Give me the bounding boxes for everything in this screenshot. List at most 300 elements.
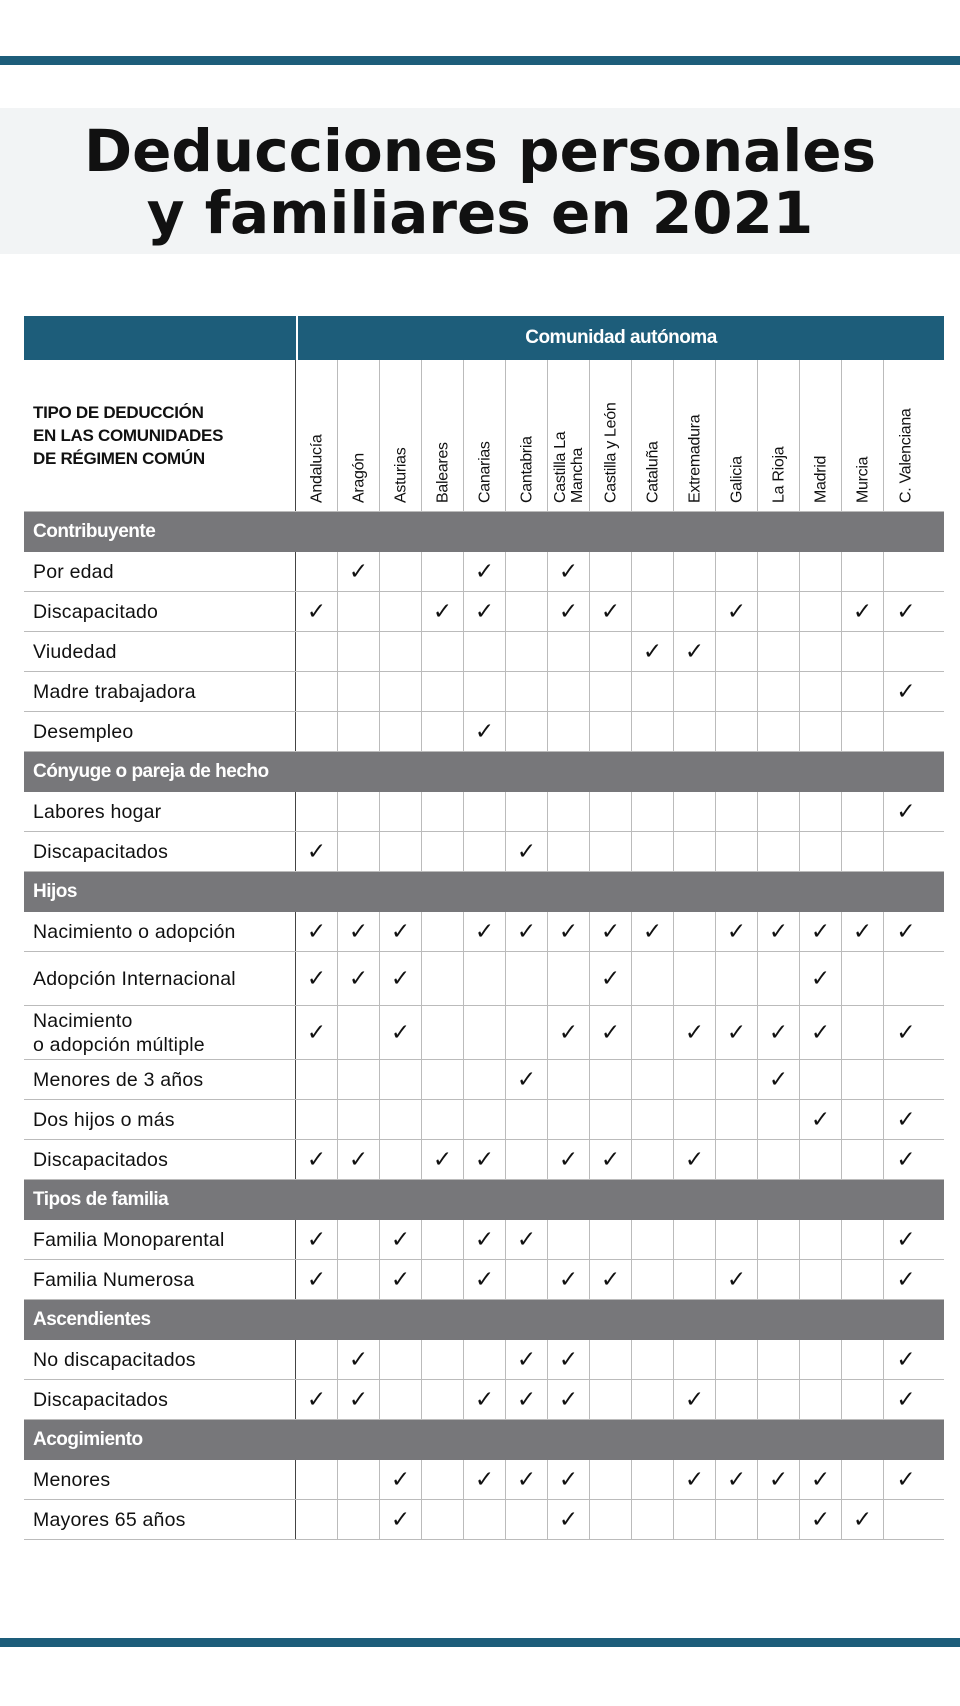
empty-cell bbox=[338, 792, 380, 831]
empty-cell bbox=[884, 1500, 928, 1539]
empty-cell bbox=[506, 1100, 548, 1139]
table-row bbox=[24, 1220, 944, 1260]
empty-cell bbox=[758, 792, 800, 831]
empty-cell bbox=[380, 1340, 422, 1379]
empty-cell bbox=[296, 1460, 338, 1499]
check-icon: ✓ bbox=[758, 1006, 800, 1059]
region-header bbox=[758, 360, 800, 511]
empty-cell bbox=[800, 592, 842, 631]
check-icon: ✓ bbox=[674, 1380, 716, 1419]
region-header bbox=[548, 360, 590, 511]
check-icon: ✓ bbox=[338, 952, 380, 1005]
empty-cell bbox=[716, 1220, 758, 1259]
empty-cell bbox=[548, 712, 590, 751]
check-icon: ✓ bbox=[338, 912, 380, 951]
check-icon: ✓ bbox=[296, 1220, 338, 1259]
empty-cell bbox=[758, 832, 800, 871]
row-label: Desempleo bbox=[24, 712, 296, 751]
empty-cell bbox=[296, 1100, 338, 1139]
check-icon: ✓ bbox=[896, 1466, 916, 1493]
empty-cell bbox=[338, 672, 380, 711]
section-header: Contribuyente bbox=[24, 512, 944, 552]
check-icon: ✓ bbox=[896, 1019, 916, 1046]
empty-cell bbox=[338, 632, 380, 671]
deduction-type-header-text: TIPO DE DEDUCCIÓN EN LAS COMUNIDADES DE RÉGIMEN COMÚN bbox=[33, 403, 224, 468]
empty-cell bbox=[506, 1140, 548, 1179]
table-row bbox=[24, 1140, 944, 1180]
empty-cell bbox=[548, 792, 590, 831]
row-label: Nacimiento o adopción bbox=[24, 912, 296, 951]
empty-cell bbox=[842, 552, 884, 591]
empty-cell bbox=[296, 1340, 338, 1379]
page-title bbox=[0, 117, 960, 247]
header-band-left bbox=[24, 316, 296, 360]
check-icon: ✓ bbox=[896, 1146, 916, 1173]
section-header: Hijos bbox=[24, 872, 944, 912]
check-icon: ✓ bbox=[506, 1380, 548, 1419]
empty-cell bbox=[716, 712, 758, 751]
row-label: Mayores 65 años bbox=[24, 1500, 296, 1539]
empty-cell bbox=[338, 1100, 380, 1139]
check-icon: ✓ bbox=[380, 1500, 422, 1539]
table-body bbox=[24, 512, 944, 1540]
empty-cell bbox=[380, 632, 422, 671]
row-label: Viudedad bbox=[24, 632, 296, 671]
check-icon: ✓ bbox=[506, 1340, 548, 1379]
empty-cell bbox=[884, 552, 928, 591]
empty-cell bbox=[800, 672, 842, 711]
empty-cell bbox=[842, 1100, 884, 1139]
deduction-type-header bbox=[24, 360, 296, 511]
check-icon: ✓ bbox=[464, 1380, 506, 1419]
empty-cell bbox=[758, 552, 800, 591]
empty-cell bbox=[422, 1006, 464, 1059]
check-icon: ✓ bbox=[896, 918, 916, 945]
region-header bbox=[380, 360, 422, 511]
table-row bbox=[24, 1060, 944, 1100]
empty-cell bbox=[842, 672, 884, 711]
region-label: Cantabria bbox=[518, 436, 535, 503]
empty-cell bbox=[842, 1340, 884, 1379]
check-icon: ✓ bbox=[380, 1460, 422, 1499]
region-header bbox=[338, 360, 380, 511]
section-header: Cónyuge o pareja de hecho bbox=[24, 752, 944, 792]
empty-cell bbox=[674, 912, 716, 951]
check-icon: ✓ bbox=[632, 632, 674, 671]
empty-cell bbox=[716, 1340, 758, 1379]
check-icon: ✓ bbox=[380, 1006, 422, 1059]
region-header bbox=[422, 360, 464, 511]
empty-cell bbox=[506, 632, 548, 671]
empty-cell bbox=[842, 632, 884, 671]
check-icon: ✓ bbox=[896, 678, 916, 705]
empty-cell bbox=[842, 952, 884, 1005]
table-row bbox=[24, 912, 944, 952]
check-icon: ✓ bbox=[548, 592, 590, 631]
region-label: Murcia bbox=[854, 456, 871, 503]
check-icon: ✓ bbox=[296, 1380, 338, 1419]
empty-cell bbox=[674, 672, 716, 711]
check-icon: ✓ bbox=[296, 832, 338, 871]
empty-cell bbox=[716, 632, 758, 671]
region-label: Asturias bbox=[392, 447, 409, 503]
empty-cell bbox=[800, 1380, 842, 1419]
empty-cell bbox=[800, 632, 842, 671]
empty-cell bbox=[506, 1260, 548, 1299]
empty-cell bbox=[884, 712, 928, 751]
empty-cell bbox=[674, 712, 716, 751]
row-label: Madre trabajadora bbox=[24, 672, 296, 711]
table-row bbox=[24, 1006, 944, 1060]
empty-cell bbox=[632, 832, 674, 871]
empty-cell bbox=[716, 1060, 758, 1099]
row-label: Discapacitado bbox=[24, 592, 296, 631]
empty-cell bbox=[590, 1380, 632, 1419]
empty-cell bbox=[590, 672, 632, 711]
empty-cell bbox=[758, 1340, 800, 1379]
check-icon: ✓ bbox=[716, 1006, 758, 1059]
empty-cell bbox=[674, 592, 716, 631]
empty-cell bbox=[296, 552, 338, 591]
check-icon: ✓ bbox=[464, 1220, 506, 1259]
empty-cell bbox=[422, 1060, 464, 1099]
empty-cell bbox=[590, 1340, 632, 1379]
empty-cell bbox=[842, 792, 884, 831]
check-icon: ✓ bbox=[296, 1260, 338, 1299]
empty-cell bbox=[632, 1380, 674, 1419]
empty-cell bbox=[506, 1500, 548, 1539]
region-label: Aragón bbox=[350, 453, 367, 503]
empty-cell bbox=[422, 952, 464, 1005]
empty-cell bbox=[338, 1500, 380, 1539]
empty-cell bbox=[338, 592, 380, 631]
region-header bbox=[632, 360, 674, 511]
region-label: Castilla La Mancha bbox=[551, 431, 586, 503]
region-header bbox=[464, 360, 506, 511]
empty-cell bbox=[674, 1220, 716, 1259]
check-icon: ✓ bbox=[896, 1106, 916, 1133]
row-label: Menores bbox=[24, 1460, 296, 1499]
empty-cell bbox=[380, 592, 422, 631]
empty-cell bbox=[800, 1140, 842, 1179]
empty-cell bbox=[338, 1006, 380, 1059]
section-header: Ascendientes bbox=[24, 1300, 944, 1340]
check-icon: ✓ bbox=[464, 1260, 506, 1299]
check-icon: ✓ bbox=[800, 1006, 842, 1059]
region-group-header: Comunidad autónoma bbox=[298, 316, 944, 360]
empty-cell bbox=[296, 672, 338, 711]
deductions-table bbox=[24, 316, 944, 1540]
empty-cell bbox=[758, 952, 800, 1005]
empty-cell bbox=[632, 1060, 674, 1099]
empty-cell bbox=[464, 952, 506, 1005]
check-icon: ✓ bbox=[632, 912, 674, 951]
empty-cell bbox=[884, 952, 928, 1005]
check-icon: ✓ bbox=[896, 1346, 916, 1373]
table-row bbox=[24, 792, 944, 832]
empty-cell bbox=[380, 712, 422, 751]
empty-cell bbox=[716, 832, 758, 871]
empty-cell bbox=[590, 1220, 632, 1259]
empty-cell bbox=[464, 1500, 506, 1539]
check-icon: ✓ bbox=[548, 552, 590, 591]
check-icon: ✓ bbox=[842, 1500, 884, 1539]
empty-cell bbox=[758, 1220, 800, 1259]
check-icon: ✓ bbox=[506, 1060, 548, 1099]
empty-cell bbox=[758, 712, 800, 751]
empty-cell bbox=[338, 832, 380, 871]
empty-cell bbox=[422, 792, 464, 831]
check-icon: ✓ bbox=[380, 1220, 422, 1259]
check-icon: ✓ bbox=[548, 1380, 590, 1419]
empty-cell bbox=[884, 1060, 928, 1099]
section-header: Acogimiento bbox=[24, 1420, 944, 1460]
table-row bbox=[24, 952, 944, 1006]
empty-cell bbox=[674, 1060, 716, 1099]
empty-cell bbox=[800, 792, 842, 831]
empty-cell bbox=[758, 672, 800, 711]
bottom-rule bbox=[0, 1638, 960, 1647]
empty-cell bbox=[674, 1260, 716, 1299]
empty-cell bbox=[464, 1100, 506, 1139]
empty-cell bbox=[380, 552, 422, 591]
empty-cell bbox=[548, 1060, 590, 1099]
check-icon: ✓ bbox=[716, 1260, 758, 1299]
empty-cell bbox=[506, 792, 548, 831]
empty-cell bbox=[842, 1380, 884, 1419]
empty-cell bbox=[548, 952, 590, 1005]
check-icon: ✓ bbox=[590, 952, 632, 1005]
empty-cell bbox=[716, 1500, 758, 1539]
empty-cell bbox=[464, 672, 506, 711]
table-row bbox=[24, 632, 944, 672]
check-icon: ✓ bbox=[338, 552, 380, 591]
check-icon: ✓ bbox=[716, 912, 758, 951]
empty-cell bbox=[422, 1220, 464, 1259]
empty-cell bbox=[422, 1380, 464, 1419]
empty-cell bbox=[590, 552, 632, 591]
empty-cell bbox=[422, 672, 464, 711]
empty-cell bbox=[842, 1140, 884, 1179]
table-row bbox=[24, 1340, 944, 1380]
row-label: Nacimiento o adopción múltiple bbox=[24, 1006, 296, 1059]
empty-cell bbox=[842, 1220, 884, 1259]
region-header bbox=[716, 360, 758, 511]
check-icon: ✓ bbox=[422, 1140, 464, 1179]
empty-cell bbox=[548, 672, 590, 711]
region-label: Canarias bbox=[476, 441, 493, 503]
section-header: Tipos de familia bbox=[24, 1180, 944, 1220]
empty-cell bbox=[506, 952, 548, 1005]
row-label: No discapacitados bbox=[24, 1340, 296, 1379]
region-header bbox=[800, 360, 842, 511]
row-label: Labores hogar bbox=[24, 792, 296, 831]
empty-cell bbox=[800, 832, 842, 871]
table-row bbox=[24, 1100, 944, 1140]
region-label: Extremadura bbox=[686, 414, 703, 503]
empty-cell bbox=[338, 1260, 380, 1299]
table-row bbox=[24, 832, 944, 872]
empty-cell bbox=[632, 1340, 674, 1379]
check-icon: ✓ bbox=[548, 1140, 590, 1179]
empty-cell bbox=[296, 792, 338, 831]
check-icon: ✓ bbox=[506, 832, 548, 871]
empty-cell bbox=[632, 712, 674, 751]
empty-cell bbox=[800, 1220, 842, 1259]
check-icon: ✓ bbox=[464, 1460, 506, 1499]
check-icon: ✓ bbox=[896, 1386, 916, 1413]
empty-cell bbox=[548, 832, 590, 871]
empty-cell bbox=[758, 592, 800, 631]
check-icon: ✓ bbox=[590, 1140, 632, 1179]
empty-cell bbox=[842, 832, 884, 871]
empty-cell bbox=[380, 832, 422, 871]
empty-cell bbox=[632, 952, 674, 1005]
empty-cell bbox=[506, 712, 548, 751]
empty-cell bbox=[632, 552, 674, 591]
empty-cell bbox=[464, 792, 506, 831]
check-icon: ✓ bbox=[548, 912, 590, 951]
check-icon: ✓ bbox=[716, 1460, 758, 1499]
region-label: Castilla y León bbox=[602, 402, 619, 503]
empty-cell bbox=[716, 1380, 758, 1419]
check-icon: ✓ bbox=[296, 1006, 338, 1059]
empty-cell bbox=[716, 672, 758, 711]
table-row bbox=[24, 1260, 944, 1300]
check-icon: ✓ bbox=[464, 712, 506, 751]
region-header bbox=[842, 360, 884, 511]
row-label: Adopción Internacional bbox=[24, 952, 296, 1005]
empty-cell bbox=[632, 1140, 674, 1179]
empty-cell bbox=[842, 712, 884, 751]
check-icon: ✓ bbox=[800, 912, 842, 951]
empty-cell bbox=[506, 672, 548, 711]
check-icon: ✓ bbox=[590, 592, 632, 631]
empty-cell bbox=[632, 1500, 674, 1539]
check-icon: ✓ bbox=[590, 1260, 632, 1299]
check-icon: ✓ bbox=[422, 592, 464, 631]
table-row bbox=[24, 592, 944, 632]
empty-cell bbox=[380, 1140, 422, 1179]
empty-cell bbox=[758, 1260, 800, 1299]
table-header-band bbox=[24, 316, 944, 360]
empty-cell bbox=[590, 1460, 632, 1499]
empty-cell bbox=[338, 1220, 380, 1259]
empty-cell bbox=[842, 1006, 884, 1059]
empty-cell bbox=[842, 1260, 884, 1299]
empty-cell bbox=[464, 632, 506, 671]
empty-cell bbox=[884, 832, 928, 871]
table-row bbox=[24, 1500, 944, 1540]
check-icon: ✓ bbox=[674, 632, 716, 671]
check-icon: ✓ bbox=[758, 912, 800, 951]
check-icon: ✓ bbox=[716, 592, 758, 631]
empty-cell bbox=[506, 1006, 548, 1059]
region-label: Cataluña bbox=[644, 441, 661, 503]
check-icon: ✓ bbox=[674, 1140, 716, 1179]
empty-cell bbox=[464, 832, 506, 871]
region-header bbox=[674, 360, 716, 511]
empty-cell bbox=[422, 632, 464, 671]
check-icon: ✓ bbox=[800, 1500, 842, 1539]
table-row bbox=[24, 672, 944, 712]
empty-cell bbox=[380, 792, 422, 831]
check-icon: ✓ bbox=[800, 1460, 842, 1499]
check-icon: ✓ bbox=[842, 912, 884, 951]
row-label: Dos hijos o más bbox=[24, 1100, 296, 1139]
empty-cell bbox=[464, 1060, 506, 1099]
empty-cell bbox=[422, 1460, 464, 1499]
check-icon: ✓ bbox=[506, 1220, 548, 1259]
empty-cell bbox=[674, 1500, 716, 1539]
check-icon: ✓ bbox=[758, 1460, 800, 1499]
empty-cell bbox=[590, 712, 632, 751]
empty-cell bbox=[380, 1100, 422, 1139]
check-icon: ✓ bbox=[296, 952, 338, 1005]
empty-cell bbox=[632, 792, 674, 831]
empty-cell bbox=[296, 1060, 338, 1099]
empty-cell bbox=[632, 672, 674, 711]
empty-cell bbox=[338, 1460, 380, 1499]
title-line-2: y familiares en 2021 bbox=[146, 179, 814, 247]
empty-cell bbox=[632, 592, 674, 631]
empty-cell bbox=[590, 632, 632, 671]
empty-cell bbox=[422, 712, 464, 751]
empty-cell bbox=[296, 712, 338, 751]
check-icon: ✓ bbox=[296, 1140, 338, 1179]
check-icon: ✓ bbox=[464, 912, 506, 951]
empty-cell bbox=[716, 792, 758, 831]
empty-cell bbox=[674, 952, 716, 1005]
region-header bbox=[884, 360, 928, 511]
check-icon: ✓ bbox=[548, 1006, 590, 1059]
empty-cell bbox=[590, 1100, 632, 1139]
empty-cell bbox=[632, 1460, 674, 1499]
check-icon: ✓ bbox=[548, 1500, 590, 1539]
empty-cell bbox=[338, 1060, 380, 1099]
empty-cell bbox=[380, 1380, 422, 1419]
empty-cell bbox=[800, 552, 842, 591]
row-label: Menores de 3 años bbox=[24, 1060, 296, 1099]
check-icon: ✓ bbox=[896, 798, 916, 825]
empty-cell bbox=[758, 1500, 800, 1539]
empty-cell bbox=[884, 632, 928, 671]
check-icon: ✓ bbox=[338, 1340, 380, 1379]
empty-cell bbox=[674, 832, 716, 871]
check-icon: ✓ bbox=[506, 912, 548, 951]
row-label: Familia Numerosa bbox=[24, 1260, 296, 1299]
empty-cell bbox=[590, 792, 632, 831]
empty-cell bbox=[674, 552, 716, 591]
empty-cell bbox=[758, 1140, 800, 1179]
check-icon: ✓ bbox=[380, 1260, 422, 1299]
check-icon: ✓ bbox=[380, 912, 422, 951]
region-label: Baleares bbox=[434, 442, 451, 503]
empty-cell bbox=[716, 552, 758, 591]
empty-cell bbox=[548, 632, 590, 671]
check-icon: ✓ bbox=[590, 1006, 632, 1059]
empty-cell bbox=[590, 1500, 632, 1539]
empty-cell bbox=[800, 1340, 842, 1379]
empty-cell bbox=[422, 1260, 464, 1299]
table-row bbox=[24, 552, 944, 592]
check-icon: ✓ bbox=[464, 552, 506, 591]
check-icon: ✓ bbox=[296, 592, 338, 631]
table-row bbox=[24, 712, 944, 752]
empty-cell bbox=[590, 1060, 632, 1099]
empty-cell bbox=[800, 1260, 842, 1299]
check-icon: ✓ bbox=[896, 1266, 916, 1293]
